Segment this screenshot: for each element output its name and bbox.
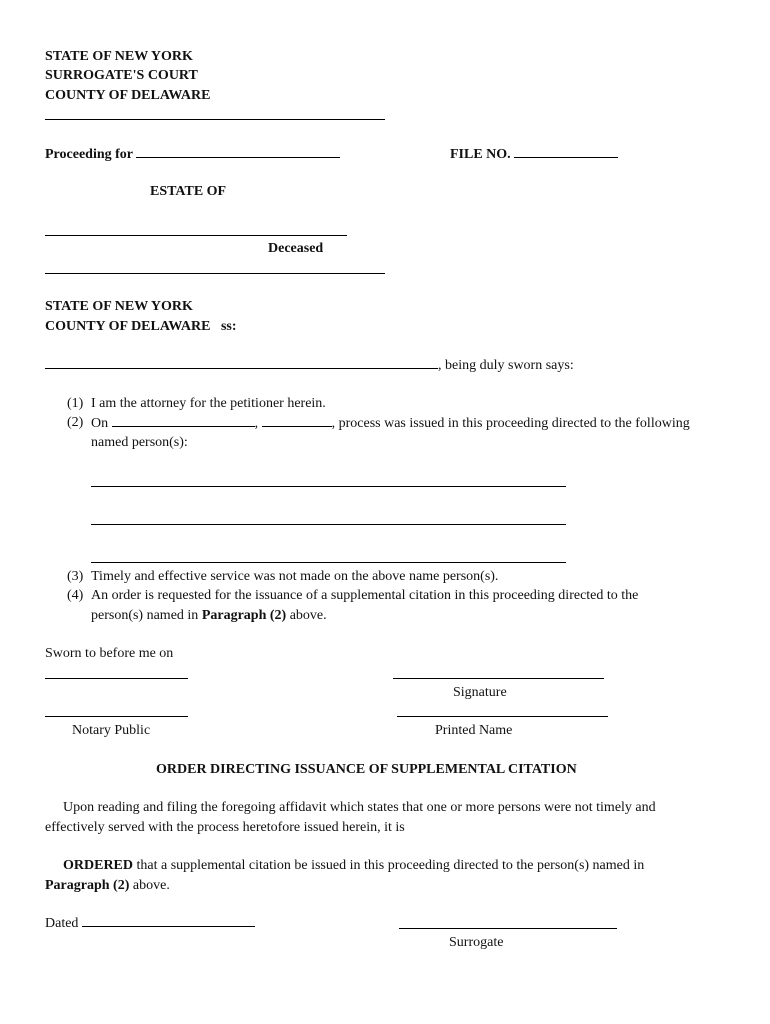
estate-of-label: ESTATE OF <box>150 184 227 199</box>
ss-label: ss: <box>220 319 237 334</box>
order-paragraph-2: ORDERED that a supplemental citation be issued in this proceeding directed to the person(s) named in <box>63 858 645 873</box>
item-2-continuation: named person(s): <box>91 435 188 450</box>
order-title: ORDER DIRECTING ISSUANCE OF SUPPLEMENTAL CITATION <box>156 762 577 777</box>
file-no-label: FILE NO. <box>450 145 618 163</box>
proceeding-for-label: Proceeding for <box>45 145 340 163</box>
file-no-field[interactable] <box>514 145 618 158</box>
issue-date-field[interactable] <box>112 414 255 427</box>
named-person-1-field[interactable] <box>91 486 566 487</box>
item-1-number: (1) <box>67 396 84 411</box>
named-person-3-field[interactable] <box>91 562 566 563</box>
printed-name-field[interactable] <box>397 716 608 717</box>
signature-field[interactable] <box>393 678 604 679</box>
item-1-text: I am the attorney for the petitioner herein. <box>91 396 326 411</box>
item-4-number: (4) <box>67 588 84 603</box>
order-paragraph-2-cont: Paragraph (2) above. <box>45 878 170 893</box>
named-person-2-field[interactable] <box>91 524 566 525</box>
dated-label: Dated <box>45 914 255 932</box>
decedent-name-field[interactable] <box>45 235 347 236</box>
affiant-name-field[interactable] <box>45 356 438 369</box>
sworn-before-label: Sworn to before me on <box>45 646 174 661</box>
order-paragraph-1-cont: effectively served with the process heretofore issued herein, it is <box>45 820 405 835</box>
venue-county: COUNTY OF DELAWARE ss: <box>45 319 237 334</box>
proceeding-for-field[interactable] <box>136 145 340 158</box>
dated-field[interactable] <box>82 914 255 927</box>
item-3-number: (3) <box>67 569 84 584</box>
notary-label: Notary Public <box>72 723 151 738</box>
item-4-text: An order is requested for the issuance of a supplemental citation in this proceeding directed to the <box>91 588 639 603</box>
issue-year-field[interactable] <box>262 414 332 427</box>
header-court: SURROGATE'S COURT <box>45 68 198 83</box>
venue-state: STATE OF NEW YORK <box>45 299 193 314</box>
item-3-text: Timely and effective service was not made on the above name person(s). <box>91 569 499 584</box>
header-rule <box>45 119 385 120</box>
deceased-label: Deceased <box>268 241 324 256</box>
order-paragraph-1: Upon reading and filing the foregoing affidavit which states that one or more persons were not timely and <box>63 800 656 815</box>
notary-field[interactable] <box>45 716 188 717</box>
item-2-text: On , , process was issued in this proceeding directed to the following <box>91 416 690 431</box>
surrogate-label: Surrogate <box>449 935 504 950</box>
affiant-line: , being duly sworn says: <box>45 356 574 374</box>
header-state: STATE OF NEW YORK <box>45 49 193 64</box>
sworn-date-field[interactable] <box>45 678 188 679</box>
item-4-continuation: person(s) named in Paragraph (2) above. <box>91 608 327 623</box>
signature-label: Signature <box>453 685 507 700</box>
surrogate-signature-field[interactable] <box>399 928 617 929</box>
printed-name-label: Printed Name <box>435 723 513 738</box>
caption-rule <box>45 273 385 274</box>
item-2-number: (2) <box>67 415 84 430</box>
header-county: COUNTY OF DELAWARE <box>45 88 211 103</box>
